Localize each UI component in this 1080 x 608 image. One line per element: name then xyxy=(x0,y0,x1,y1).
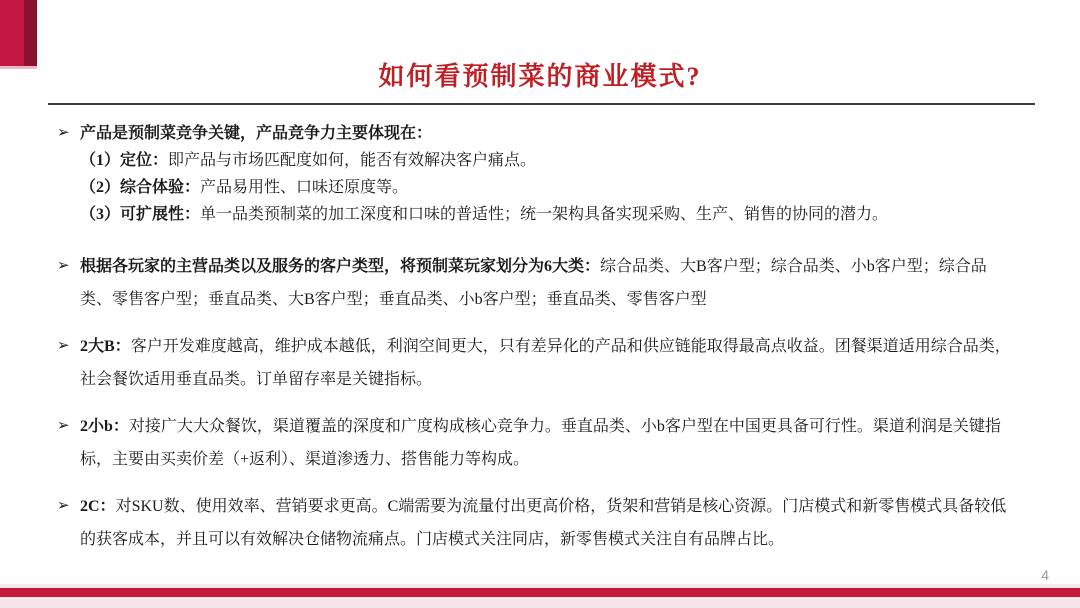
sub-item xyxy=(57,147,1015,174)
sub-item xyxy=(57,174,1015,201)
slide-body xyxy=(57,120,1015,570)
footer-pink-strip xyxy=(0,597,1080,608)
page-number: 4 xyxy=(1041,567,1049,583)
sub-item-body: 单一品类预制菜的加工深度和口味的普适性；统一架构具备实现采购、生产、销售的协同的潜力。 xyxy=(200,206,889,223)
page-title: 如何看预制菜的商业模式? xyxy=(378,62,702,91)
arrow-bullet-icon: ➢ xyxy=(57,338,70,354)
arrow-bullet-icon: ➢ xyxy=(57,125,70,141)
bullet-lead-text: 产品是预制菜竞争关键，产品竞争力主要体现在： xyxy=(80,125,433,142)
sub-item-lead: （2）综合体验： xyxy=(80,179,201,196)
sub-item xyxy=(57,201,1015,228)
bullet-body-text: 对SKU数、使用效率、营销要求更高。C端需要为流量付出更高价格，货架和营销是核心资源。门店模式和新零售模式具备较低的获客成本，并且可以有效解决仓储物流痛点。门店模式关注同店，新零售模式关注自有品牌占比。 xyxy=(80,498,1007,548)
bullet-lead-text: 2C： xyxy=(80,498,116,515)
bullet-body-text: 客户开发难度越高，维护成本越低，利润空间更大，只有差异化的产品和供应链能取得最高点收益。团餐渠道适用综合品类，社会餐饮适用垂直品类。订单留存率是关键指标。 xyxy=(80,338,1011,388)
bullet-item xyxy=(57,490,1015,556)
sub-item-body: 即产品与市场匹配度如何，能否有效解决客户痛点。 xyxy=(168,152,537,169)
arrow-bullet-icon: ➢ xyxy=(57,258,70,274)
sub-item-body: 产品易用性、口味还原度等。 xyxy=(200,179,409,196)
bullet-body-text: 对接广大大众餐饮，渠道覆盖的深度和广度构成核心竞争力。垂直品类、小b客户型在中国更具备可行性。渠道利润是关键指标，主要由买卖价差（+返利）、渠道渗透力、搭售能力等构成。 xyxy=(80,418,1001,468)
sub-item-lead: （1）定位： xyxy=(80,152,169,169)
bullet-lead-text: 根据各玩家的主营品类以及服务的客户类型，将预制菜玩家划分为6大类： xyxy=(80,258,601,275)
bullet-lead-text: 2大B： xyxy=(80,338,131,355)
bullet-item xyxy=(57,120,1015,147)
bullet-item xyxy=(57,410,1015,476)
bullet-item xyxy=(57,250,1015,316)
bullet-item xyxy=(57,330,1015,396)
arrow-bullet-icon: ➢ xyxy=(57,418,70,434)
arrow-bullet-icon: ➢ xyxy=(57,498,70,514)
bullet-body-text: 综合品类、大B客户型；综合品类、小b客户型；综合品类、零售客户型；垂直品类、大B客户型；垂直品类、小b客户型；垂直品类、零售客户型 xyxy=(80,258,987,308)
bullet-lead-text: 2小b： xyxy=(80,418,129,435)
sub-item-lead: （3）可扩展性： xyxy=(80,206,201,223)
footer-red-bar xyxy=(0,588,1080,597)
title-divider xyxy=(48,103,1035,105)
